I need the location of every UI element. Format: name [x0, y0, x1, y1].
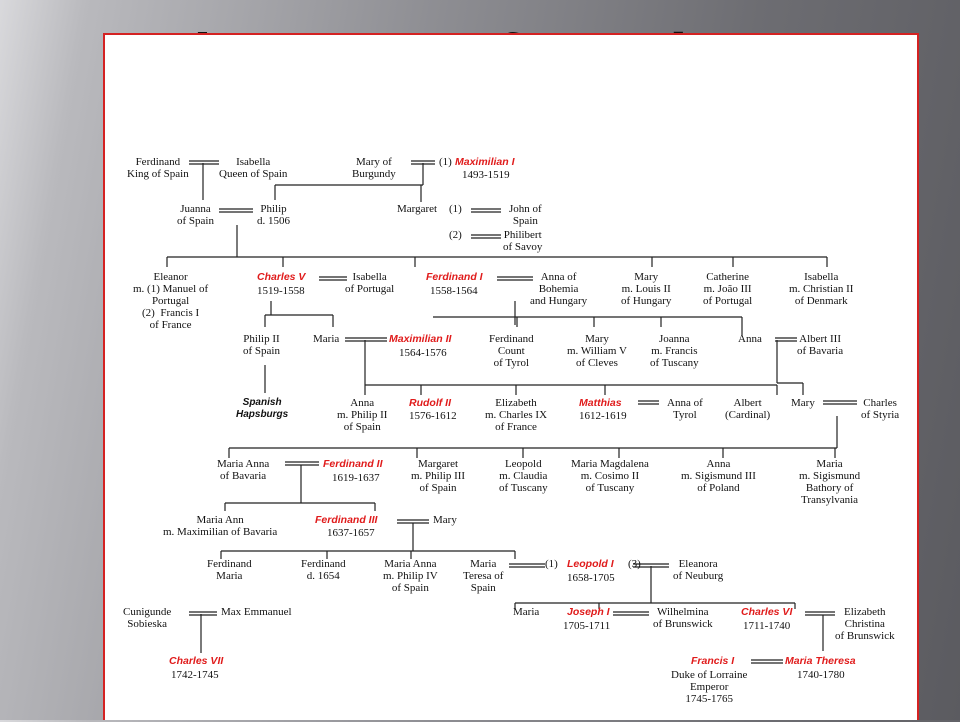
marriage-joseph-wilhelmina	[613, 612, 649, 615]
person-philibert: Philibert of Savoy	[503, 229, 543, 253]
mark-leopold-1: (1)	[545, 558, 558, 570]
mark-leopold-3: (3)	[628, 558, 641, 570]
dates-leopold1: 1658-1705	[567, 572, 615, 584]
marriage-margaret-john	[471, 209, 501, 212]
dates-maximilian2: 1564-1576	[399, 347, 447, 359]
marriage-ferdinand1-anna	[497, 277, 533, 280]
person-maria-bathory: Maria m. Sigismund Bathory of Transylvania	[799, 458, 861, 506]
marriage-mariaanna-ferdinand2	[285, 462, 319, 465]
marriage-ferdinand3-mary	[397, 520, 429, 523]
person-maximilian2: Maximilian II	[389, 333, 452, 345]
person-albert-cardinal: Albert (Cardinal)	[725, 397, 771, 421]
dates-maximilian1: 1493-1519	[462, 169, 510, 181]
person-maria-magdalena: Maria Magdalena m. Cosimo II of Tuscany	[571, 458, 649, 494]
person-mary-hungary: Mary m. Louis II of Hungary	[621, 271, 672, 307]
descent-charles5-children	[265, 301, 333, 327]
person-matthias: Matthias	[579, 397, 622, 409]
marriage-charles5-isabella	[319, 277, 347, 280]
person-ferdinand-maria: Ferdinand Maria	[207, 558, 252, 582]
person-charles7: Charles VII	[169, 655, 224, 667]
person-ferdinand-1654: Ferdinand d. 1654	[301, 558, 346, 582]
person-mary-burgundy: Mary of Burgundy	[352, 156, 396, 180]
person-cunigunde: Cunigunde Sobieska	[123, 606, 172, 630]
person-mary-cleves: Mary m. William V of Cleves	[567, 333, 627, 369]
person-elizabeth-brunswick: Elizabeth Christina of Brunswick	[835, 606, 895, 642]
dates-joseph1: 1705-1711	[563, 620, 611, 632]
person-anna-poland: Anna m. Sigismund III of Poland	[681, 458, 756, 494]
person-ferdinand1: Ferdinand I	[426, 271, 483, 283]
person-eleanor: Eleanor m. (1) Manuel of Portugal (2) Francis I of France	[133, 271, 209, 331]
person-leopold1: Leopold I	[567, 558, 614, 570]
person-juanna: Juanna of Spain	[177, 203, 214, 227]
dates-rudolf2: 1576-1612	[409, 410, 457, 422]
person-anna-1: Anna	[738, 333, 762, 345]
descent-gen3	[167, 225, 827, 267]
person-joanna-tuscany: Joanna m. Francis of Tuscany	[650, 333, 699, 369]
dates-matthias: 1612-1619	[579, 410, 627, 422]
mark-maximilian1: (1)	[439, 156, 452, 168]
marriage-juanna-philip	[219, 209, 253, 212]
person-charles6: Charles VI	[741, 606, 793, 618]
family-tree-chart	[103, 33, 919, 720]
marriage-matthias-anna	[638, 401, 659, 404]
person-wilhelmina: Wilhelmina of Brunswick	[653, 606, 713, 630]
person-joseph1: Joseph I	[567, 606, 610, 618]
dates-ferdinand1: 1558-1564	[430, 285, 478, 297]
person-maria-anna-philip4: Maria Anna m. Philip IV of Spain	[383, 558, 438, 594]
marriage-cunigunde-max	[189, 612, 217, 615]
person-elizabeth-france: Elizabeth m. Charles IX of France	[485, 397, 548, 433]
dates-maria-theresa: 1740-1780	[797, 669, 845, 681]
person-max-emmanuel: Max Emmanuel	[221, 606, 292, 618]
dates-charles5: 1519-1558	[257, 285, 305, 297]
marriage-margaret-philibert	[471, 235, 501, 238]
person-anna-philip2: Anna m. Philip II of Spain	[337, 397, 388, 433]
person-maria-theresa: Maria Theresa	[785, 655, 856, 667]
tree-lines	[105, 35, 921, 722]
person-john-spain: John of Spain	[509, 203, 542, 227]
person-eleanora: Eleanora of Neuburg	[673, 558, 724, 582]
dates-ferdinand2: 1619-1637	[332, 472, 380, 484]
marriage-anna-albert3	[775, 338, 797, 341]
person-margaret: Margaret	[397, 203, 438, 215]
person-mary-2: Mary	[433, 514, 457, 526]
person-margaret-philip3: Margaret m. Philip III of Spain	[411, 458, 466, 494]
person-maria-1: Maria	[313, 333, 340, 345]
person-albert3: Albert III of Bavaria	[797, 333, 844, 357]
person-isabella-portugal: Isabella of Portugal	[345, 271, 395, 295]
dates-ferdinand3: 1637-1657	[327, 527, 375, 539]
person-maria-2: Maria	[513, 606, 540, 618]
person-catherine: Catherine m. João III of Portugal	[703, 271, 753, 307]
mark-margaret-1: (1)	[449, 203, 462, 215]
person-isabella-denmark: Isabella m. Christian II of Denmark	[789, 271, 854, 307]
person-maria-ann-max: Maria Ann m. Maximilian of Bavaria	[163, 514, 278, 538]
person-philip2: Philip II of Spain	[243, 333, 280, 357]
person-rudolf2: Rudolf II	[409, 397, 451, 409]
person-philip: Philip d. 1506	[257, 203, 290, 227]
person-maria-teresa-spain: Maria Teresa of Spain	[463, 558, 504, 594]
person-francis1: Francis I	[691, 655, 735, 667]
person-maria-anna-bavaria: Maria Anna of Bavaria	[217, 458, 270, 482]
mark-margaret-2: (2)	[449, 229, 462, 241]
person-ferdinand2: Ferdinand II	[323, 458, 383, 470]
descent-ferdinand1-children	[433, 301, 742, 335]
person-ferdinand3: Ferdinand III	[315, 514, 378, 526]
marriage-mary-charles	[823, 401, 857, 404]
person-charles-styria: Charles of Styria	[861, 397, 900, 421]
marriage-francis-mariatheresa	[751, 660, 783, 663]
marriage-ferdinand-isabella	[189, 161, 219, 164]
descent-philip-margaret	[275, 163, 423, 202]
person-charles5: Charles V	[257, 271, 306, 283]
dates-charles6: 1711-1740	[743, 620, 791, 632]
person-isabella-queen: Isabella Queen of Spain	[219, 156, 288, 180]
marriage-maria-maximilian2	[345, 338, 387, 341]
person-maximilian1: Maximilian I	[455, 156, 515, 168]
descent-leopold-children	[515, 566, 795, 609]
label-spanish-hapsburgs: Spanish Hapsburgs	[236, 397, 289, 420]
person-anna-bohemia: Anna of Bohemia and Hungary	[530, 271, 588, 307]
person-mary-styria: Mary	[791, 397, 815, 409]
dates-charles7: 1742-1745	[171, 669, 219, 681]
detail-francis1: Duke of Lorraine Emperor 1745-1765	[671, 669, 748, 705]
person-ferdinand-king: Ferdinand King of Spain	[127, 156, 189, 180]
person-leopold-tuscany: Leopold m. Claudia of Tuscany	[499, 458, 548, 494]
marriage-mariateresa-leopold	[509, 564, 545, 567]
person-anna-tyrol: Anna of Tyrol	[667, 397, 703, 421]
person-ferdinand-tyrol: Ferdinand Count of Tyrol	[489, 333, 534, 369]
marriage-charles6-elizabeth	[805, 612, 835, 615]
